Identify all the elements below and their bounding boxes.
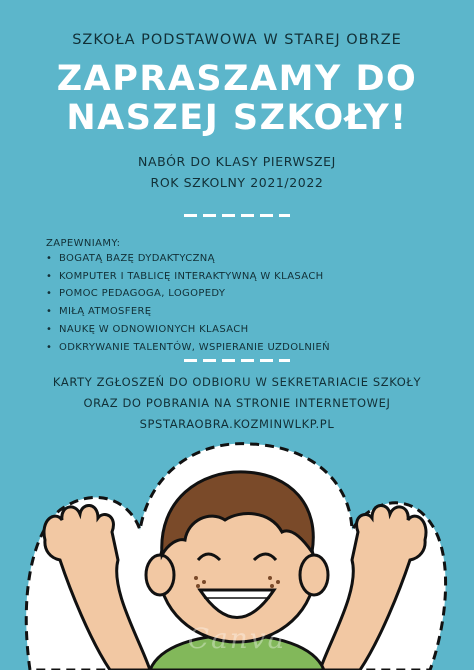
offer-list [46,250,330,356]
headline-line-1: ZAPRASZAMY DO [56,59,418,99]
offer-item: • ODKRYWANIE TALENTÓW, WSPIERANIE UZDOLNIEŃ [46,339,330,357]
headline [0,60,474,138]
website-link[interactable]: SPSTARAOBRA.KOZMINWLKP.PL [139,417,335,431]
headline-line-2: NASZEJ SZKOŁY! [66,98,408,138]
recruitment-info [0,151,474,193]
application-info [0,372,474,435]
dashed-divider-bottom [184,359,290,362]
canva-watermark: Canva [187,622,287,655]
offer-item: • NAUKĘ W ODNOWIONYCH KLASACH [46,321,330,339]
info-line-2: ORAZ DO POBRANIA NA STRONIE INTERNETOWEJ [83,396,391,410]
school-name: SZKOŁA PODSTAWOWA W STAREJ OBRZE [72,32,402,48]
offer-item: • POMOC PEDAGOGA, LOGOPEDY [46,285,330,303]
offer-item: • BOGATĄ BAZĘ DYDAKTYCZNĄ [46,250,330,268]
recruitment-line-1: NABÓR DO KLASY PIERWSZEJ [138,154,336,169]
dashed-divider-top [184,214,290,217]
offer-item: • KOMPUTER I TABLICĘ INTERAKTYWNĄ W KLASACH [46,268,330,286]
info-line-1: KARTY ZGŁOSZEŃ DO ODBIORU W SEKRETARIACIE SZKOŁY [52,375,422,389]
offer-item: • MIŁĄ ATMOSFERĘ [46,303,330,321]
recruitment-line-2: ROK SZKOLNY 2021/2022 [150,175,324,190]
offer-heading: ZAPEWNIAMY: [46,238,121,249]
